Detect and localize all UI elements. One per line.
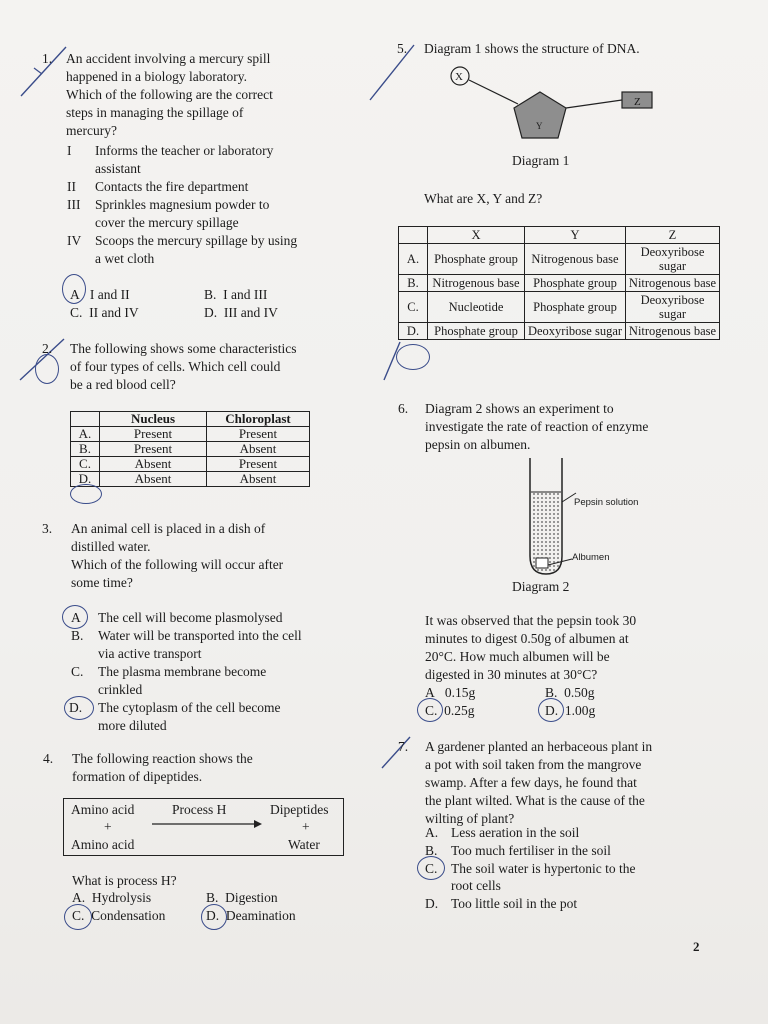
table-row[interactable] [399, 292, 720, 323]
option-c[interactable]: C. II and IV [70, 305, 139, 320]
question-text: An animal cell is placed in a dish of [71, 521, 266, 536]
question-number: 7. [398, 739, 409, 754]
table-cell: Present [207, 457, 310, 472]
question-text: The following shows some characteristics [70, 341, 297, 356]
option-c[interactable]: C. [71, 664, 84, 679]
question-number: 1. [42, 51, 53, 66]
statement-text: assistant [95, 161, 141, 176]
option-b[interactable]: B. I and III [204, 287, 268, 302]
question-text: some time? [71, 575, 133, 590]
label-x: X [455, 71, 463, 83]
table-row[interactable] [399, 275, 720, 292]
plus-sign: + [104, 819, 112, 834]
question-text: minutes to digest 0.50g of albumen at [425, 631, 629, 646]
table-cell: Nitrogenous base [525, 244, 626, 275]
table-cell: B. [71, 442, 100, 457]
table-header: Z [626, 227, 720, 244]
question-text: What is process H? [72, 873, 177, 888]
table-row[interactable] [71, 472, 310, 487]
option-text: via active transport [98, 646, 202, 661]
option-a[interactable]: A I and II [70, 287, 130, 302]
table-row[interactable] [71, 457, 310, 472]
option-d[interactable]: D. III and IV [204, 305, 278, 320]
option-text: Less aeration in the soil [451, 825, 580, 840]
roman-numeral: I [67, 143, 72, 158]
table-header [71, 412, 100, 427]
question-number: 4. [43, 751, 54, 766]
table-cell: Deoxyribose sugar [626, 244, 720, 275]
table-cell: Phosphate group [525, 275, 626, 292]
table-cell: A. [399, 244, 428, 275]
question-number: 6. [398, 401, 409, 416]
table-cell: D. [71, 472, 100, 487]
question-text: swamp. After a few days, he found that [425, 775, 637, 790]
question-number: 2. [42, 341, 53, 356]
table-row[interactable] [71, 442, 310, 457]
table-cell: Nitrogenous base [626, 323, 720, 340]
question-text: wilting of plant? [425, 811, 515, 826]
table-cell: B. [399, 275, 428, 292]
option-text: The plasma membrane become [98, 664, 267, 679]
question-text: investigate the rate of reaction of enzyme [425, 419, 649, 434]
option-b[interactable]: B. [425, 843, 438, 858]
pepsin-label: Pepsin solution [574, 497, 639, 508]
pen-tick-mark [380, 734, 414, 772]
question-text: digested in 30 minutes at 30°C? [425, 667, 598, 682]
table-header: Chloroplast [207, 412, 310, 427]
question-text: the plant wilted. What is the cause of the [425, 793, 645, 808]
roman-numeral: IV [67, 233, 82, 248]
question-number: 3. [42, 521, 53, 536]
table-cell: Absent [100, 472, 207, 487]
statement-text: a wet cloth [95, 251, 155, 266]
option-text: Water will be transported into the cell [98, 628, 302, 643]
option-text: more diluted [98, 718, 167, 733]
option-text: The cell will become plasmolysed [98, 610, 283, 625]
table-cell: C. [71, 457, 100, 472]
reactant-label: Amino acid [71, 837, 135, 852]
roman-numeral: III [67, 197, 81, 212]
table-cell: Phosphate group [525, 292, 626, 323]
process-label: Process H [172, 802, 227, 817]
question-text: formation of dipeptides. [72, 769, 203, 784]
statement-text: Scoops the mercury spillage by using [95, 233, 298, 248]
table-cell: C. [399, 292, 428, 323]
table-row[interactable] [71, 427, 310, 442]
table-row[interactable] [399, 323, 720, 340]
reaction-arrow [150, 819, 264, 829]
table-header: X [428, 227, 525, 244]
option-d[interactable]: D. [425, 896, 439, 911]
table-cell: Deoxyribose sugar [626, 292, 720, 323]
option-c[interactable]: C. [425, 861, 438, 876]
option-a[interactable]: A 0.15g [425, 685, 476, 700]
question-text: It was observed that the pepsin took 30 [425, 613, 637, 628]
statement-text: Informs the teacher or laboratory [95, 143, 274, 158]
option-text: crinkled [98, 682, 143, 697]
table-cell: Absent [207, 472, 310, 487]
reactant-label: Amino acid [71, 802, 135, 817]
question-text: The following reaction shows the [72, 751, 253, 766]
page-number: 2 [693, 939, 700, 954]
option-b[interactable]: B. [71, 628, 84, 643]
table-cell: Phosphate group [428, 323, 525, 340]
table-cell: D. [399, 323, 428, 340]
product-label: Dipeptides [270, 802, 329, 817]
table-cell: Present [100, 442, 207, 457]
roman-numeral: II [67, 179, 76, 194]
table-cell: Present [100, 427, 207, 442]
label-y: Y [536, 121, 543, 131]
table-row[interactable] [399, 244, 720, 275]
question-number: 5. [397, 41, 408, 56]
question-text: mercury? [66, 123, 117, 138]
table-header: Y [525, 227, 626, 244]
option-a[interactable]: A. [425, 825, 439, 840]
table-cell: Present [207, 427, 310, 442]
option-a[interactable]: A [71, 610, 81, 625]
question-text: A gardener planted an herbaceous plant in [425, 739, 653, 754]
option-text: Too much fertiliser in the soil [451, 843, 611, 858]
table-header [399, 227, 428, 244]
question-text: Diagram 2 shows an experiment to [425, 401, 614, 416]
dna-nucleotide-diagram [440, 62, 660, 150]
statement-text: Contacts the fire department [95, 179, 249, 194]
question-text: Which of the following will occur after [71, 557, 284, 572]
diagram-caption: Diagram 1 [512, 153, 570, 168]
question-text: distilled water. [71, 539, 151, 554]
option-text: The soil water is hypertonic to the [451, 861, 636, 876]
plus-sign: + [302, 819, 310, 834]
table-cell: Nitrogenous base [626, 275, 720, 292]
option-d[interactable]: D. [69, 700, 83, 715]
reaction-box [63, 798, 344, 856]
pen-tick-mark [368, 42, 418, 102]
answer-circle [35, 354, 59, 384]
pen-tick-mark [380, 340, 404, 384]
question-text: be a red blood cell? [70, 377, 176, 392]
question-text: What are X, Y and Z? [424, 191, 543, 206]
albumen-label: Albumen [572, 552, 610, 563]
option-text: root cells [451, 878, 501, 893]
question-text: pepsin on albumen. [425, 437, 531, 452]
option-c[interactable]: C. 0.25g [425, 703, 475, 718]
dna-answer-table [398, 226, 720, 340]
option-a[interactable]: A. Hydrolysis [72, 890, 152, 905]
option-c[interactable]: C. Condensation [72, 908, 166, 923]
table-header: Nucleus [100, 412, 207, 427]
cell-characteristics-table [70, 411, 310, 487]
table-cell: Nucleotide [428, 292, 525, 323]
product-label: Water [288, 837, 320, 852]
option-d[interactable]: D. Deamination [206, 908, 296, 923]
question-text: happened in a biology laboratory. [66, 69, 247, 84]
option-b[interactable]: B. 0.50g [545, 685, 595, 700]
option-text: The cytoplasm of the cell become [98, 700, 281, 715]
question-text: Diagram 1 shows the structure of DNA. [424, 41, 640, 56]
table-cell: A. [71, 427, 100, 442]
table-cell: Absent [207, 442, 310, 457]
table-cell: Absent [100, 457, 207, 472]
diagram-caption: Diagram 2 [512, 579, 570, 594]
question-text: steps in managing the spillage of [66, 105, 244, 120]
option-d[interactable]: D. 1.00g [545, 703, 596, 718]
table-cell: Deoxyribose sugar [525, 323, 626, 340]
statement-text: cover the mercury spillage [95, 215, 239, 230]
table-cell: Phosphate group [428, 244, 525, 275]
option-text: Too little soil in the pot [451, 896, 578, 911]
table-cell: Nitrogenous base [428, 275, 525, 292]
answer-circle [70, 484, 102, 504]
question-text: Which of the following are the correct [66, 87, 273, 102]
option-b[interactable]: B. Digestion [206, 890, 278, 905]
label-z: Z [634, 96, 641, 108]
question-text: of four types of cells. Which cell could [70, 359, 281, 374]
question-text: a pot with soil taken from the mangrove [425, 757, 642, 772]
statement-text: Sprinkles magnesium powder to [95, 197, 270, 212]
question-text: 20°C. How much albumen will be [425, 649, 610, 664]
question-text: An accident involving a mercury spill [66, 51, 271, 66]
